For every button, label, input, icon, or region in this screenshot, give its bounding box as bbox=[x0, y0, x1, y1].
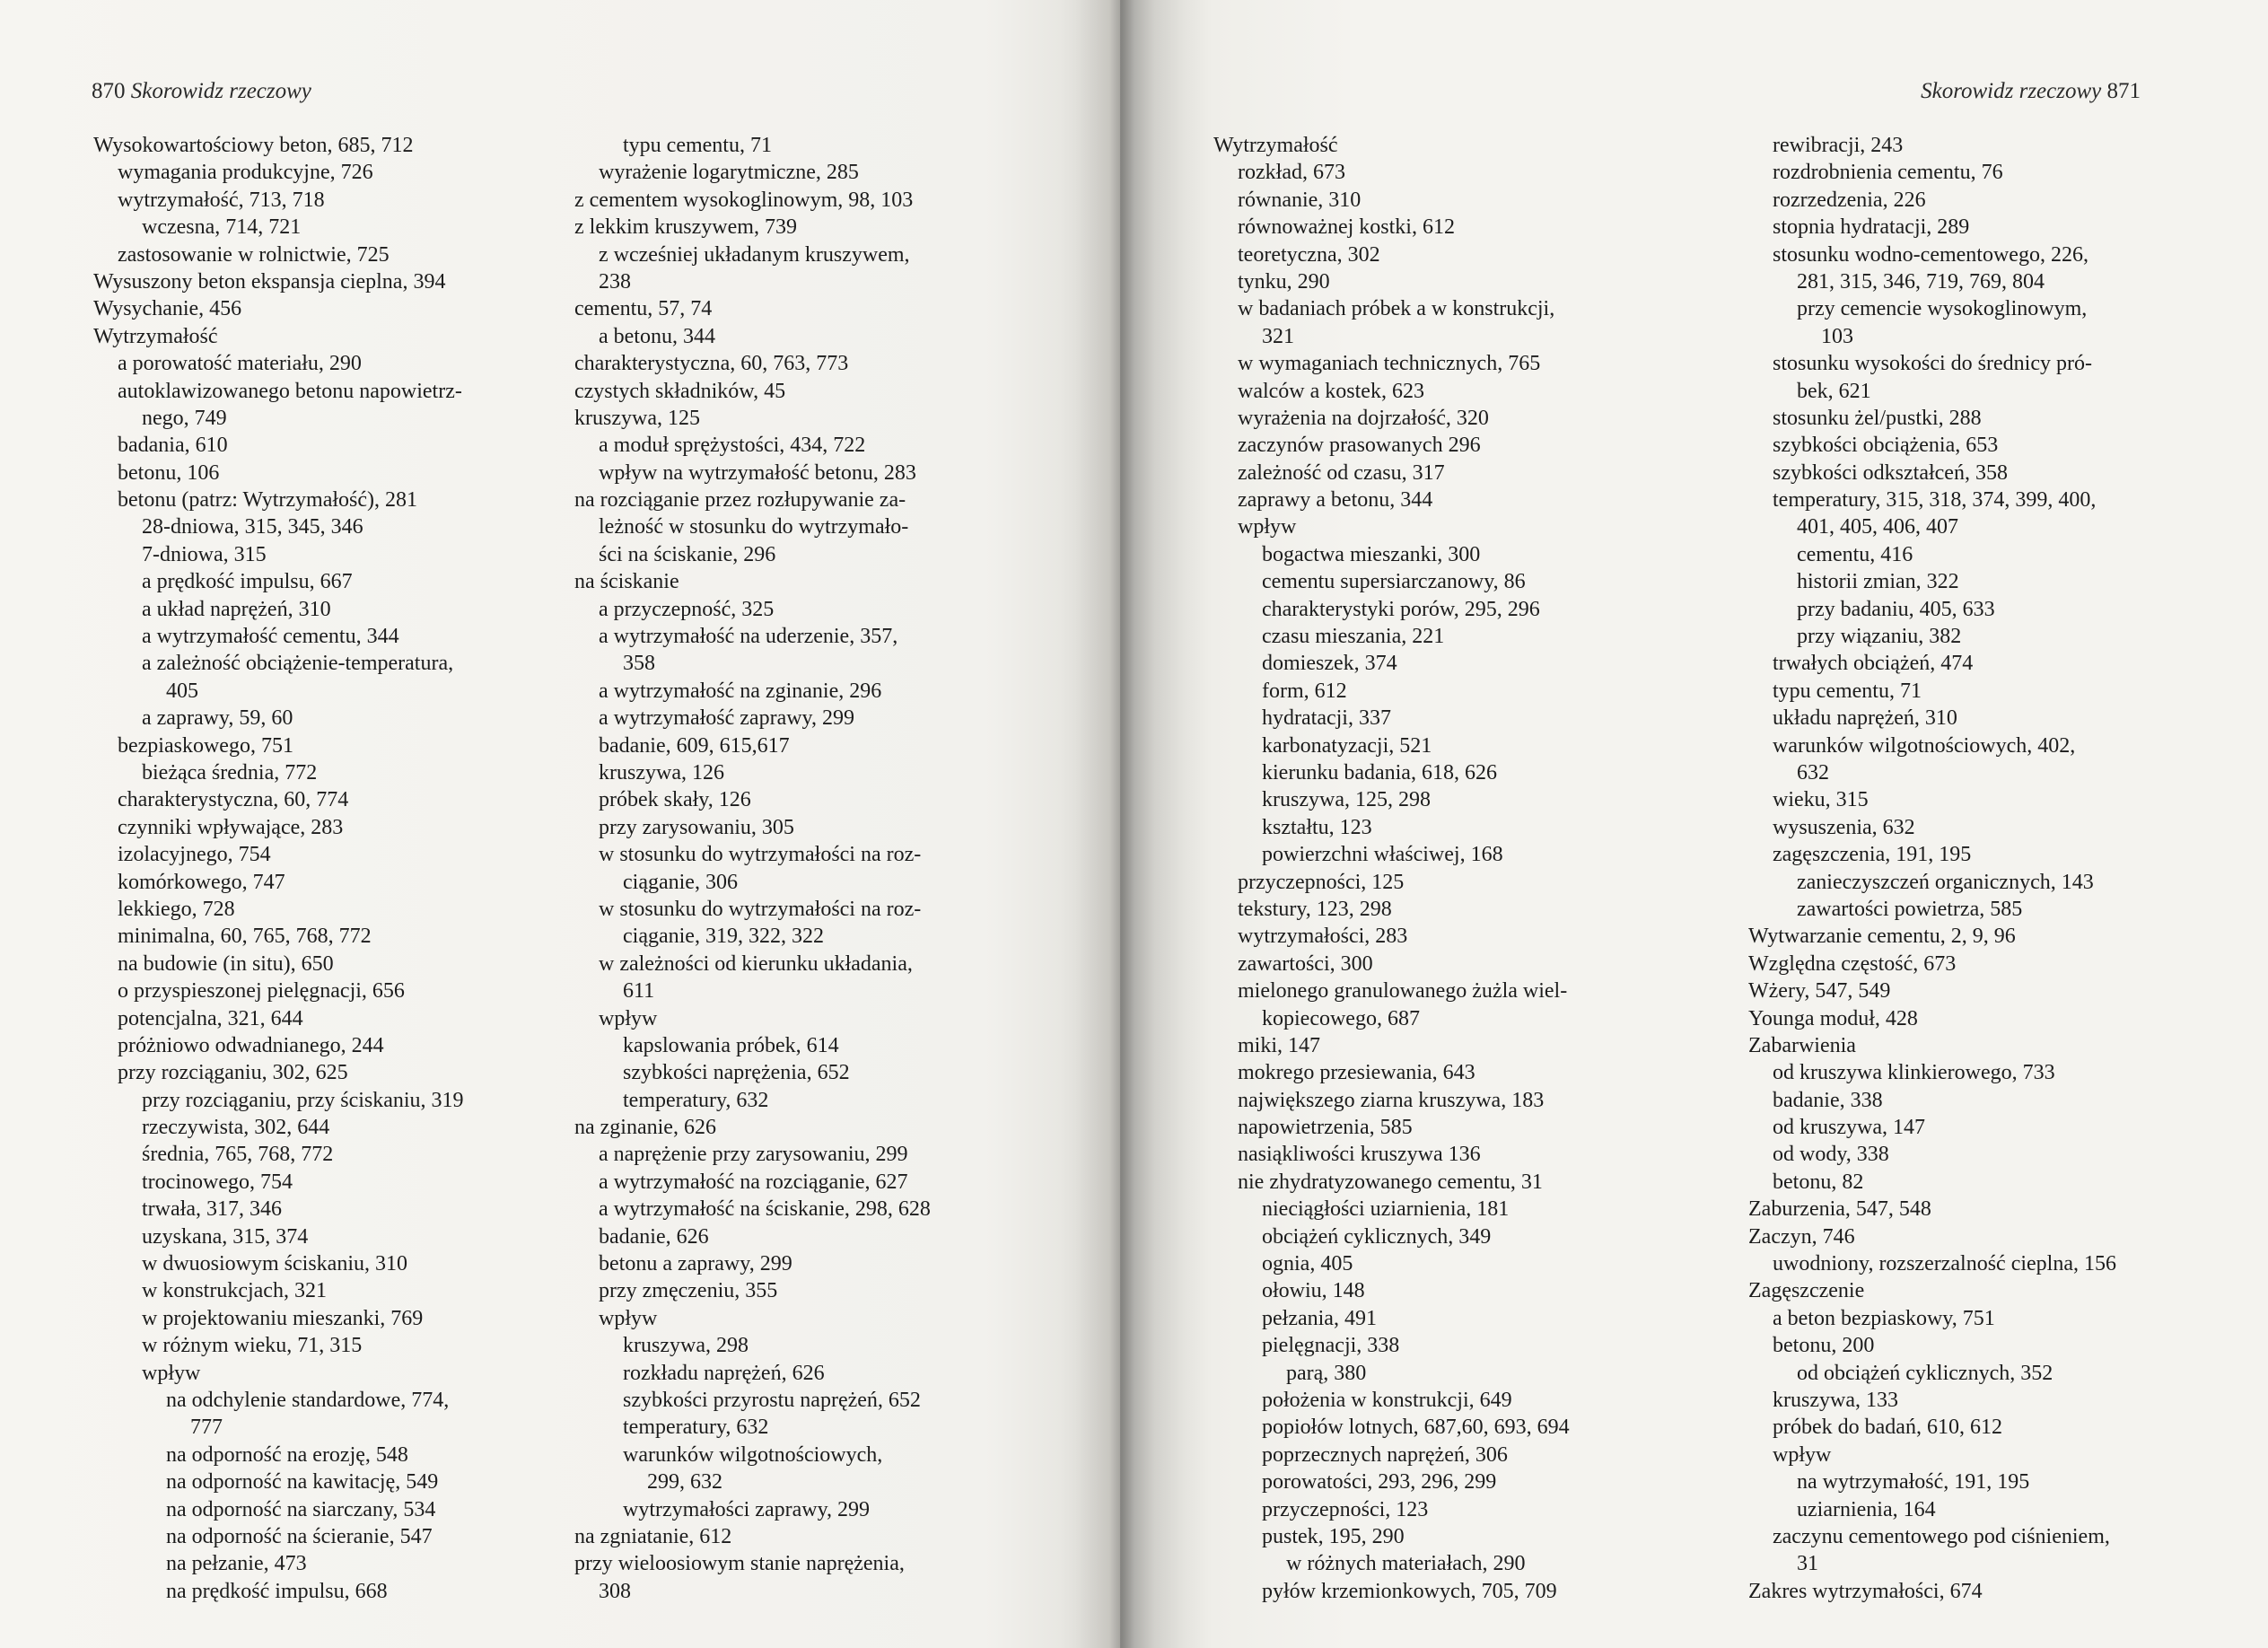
index-entry: trwałych obciążeń, 474 bbox=[1773, 652, 1974, 676]
index-entry: 777 bbox=[190, 1416, 223, 1440]
index-entry: izolacyjnego, 754 bbox=[118, 843, 271, 867]
index-entry: uziarnienia, 164 bbox=[1797, 1497, 1936, 1521]
index-entry: układu naprężeń, 310 bbox=[1773, 706, 1957, 731]
index-entry: próżniowo odwadnianego, 244 bbox=[118, 1033, 384, 1057]
index-entry: na pełzanie, 473 bbox=[166, 1552, 307, 1576]
index-entry: cementu, 416 bbox=[1797, 542, 1913, 566]
index-entry: cementu supersiarczanowy, 86 bbox=[1262, 570, 1526, 594]
index-entry: form, 612 bbox=[1262, 679, 1347, 703]
index-entry: przyczepności, 125 bbox=[1238, 870, 1405, 894]
index-entry: przy rozciąganiu, przy ściskaniu, 319 bbox=[142, 1088, 464, 1112]
index-entry: kruszywa, 298 bbox=[623, 1334, 749, 1358]
index-entry: przy wieloosiowym stanie naprężenia, bbox=[574, 1552, 905, 1576]
right-page-header bbox=[1921, 79, 2141, 104]
index-entry: pustek, 195, 290 bbox=[1262, 1524, 1405, 1548]
index-column-4 bbox=[1748, 132, 2116, 1605]
index-entry: a beton bezpiaskowy, 751 bbox=[1773, 1306, 1995, 1330]
right-page-number: 871 bbox=[2106, 79, 2141, 103]
index-entry: Wysuszony beton ekspansja cieplna, 394 bbox=[93, 269, 446, 294]
index-entry: kruszywa, 126 bbox=[599, 760, 724, 785]
index-entry: na odporność na kawitację, 549 bbox=[166, 1470, 439, 1495]
index-entry: Zaczyn, 746 bbox=[1748, 1224, 1855, 1249]
index-entry: rzeczywista, 302, 644 bbox=[142, 1116, 330, 1140]
index-entry: z lekkim kruszywem, 739 bbox=[574, 215, 797, 240]
index-entry: a wytrzymałość cementu, 344 bbox=[142, 625, 399, 649]
left-page-running-title: Skorowidz rzeczowy bbox=[130, 79, 311, 103]
index-entry: temperatury, 632 bbox=[623, 1088, 769, 1112]
index-entry: uzyskana, 315, 374 bbox=[142, 1224, 309, 1249]
index-entry: a porowatość materiału, 290 bbox=[118, 352, 362, 376]
right-page-running-title: Skorowidz rzeczowy bbox=[1921, 79, 2102, 103]
index-entry: wpływ bbox=[1773, 1442, 1832, 1467]
index-entry: wymagania produkcyjne, 726 bbox=[118, 161, 373, 185]
index-entry: równanie, 310 bbox=[1238, 188, 1362, 212]
index-entry: w dwuosiowym ściskaniu, 310 bbox=[142, 1252, 407, 1276]
index-entry: 358 bbox=[623, 652, 655, 676]
index-entry: nie zhydratyzowanego cementu, 31 bbox=[1238, 1170, 1543, 1194]
index-entry: czynniki wpływające, 283 bbox=[118, 815, 344, 839]
index-entry: kształtu, 123 bbox=[1262, 815, 1372, 839]
index-entry: zaczynu cementowego pod ciśnieniem, bbox=[1773, 1524, 2110, 1548]
index-entry: bezpiaskowego, 751 bbox=[118, 733, 293, 758]
index-entry: zawartości powietrza, 585 bbox=[1797, 897, 2023, 921]
index-entry: rewibracji, 243 bbox=[1773, 134, 1904, 157]
index-entry: warunków wilgotnościowych, bbox=[623, 1442, 883, 1467]
index-entry: zagęszczenia, 191, 195 bbox=[1773, 843, 1972, 867]
index-entry: badanie, 338 bbox=[1773, 1088, 1883, 1112]
index-entry: przy wiązaniu, 382 bbox=[1797, 625, 1962, 649]
index-entry: czystych składników, 45 bbox=[574, 379, 786, 403]
index-entry: na odchylenie standardowe, 774, bbox=[166, 1388, 450, 1412]
index-entry: Zabarwienia bbox=[1748, 1033, 1856, 1057]
index-entry: zanieczyszczeń organicznych, 143 bbox=[1797, 870, 2094, 894]
index-entry: Wysychanie, 456 bbox=[93, 297, 242, 321]
index-entry: szybkości obciążenia, 653 bbox=[1773, 434, 1999, 458]
index-entry: wyrażenia na dojrzałość, 320 bbox=[1238, 406, 1489, 430]
index-entry: rozkład, 673 bbox=[1238, 161, 1345, 185]
index-entry: średnia, 765, 768, 772 bbox=[142, 1143, 334, 1167]
index-entry: wpływ bbox=[599, 1306, 658, 1330]
index-entry: w różnych materiałach, 290 bbox=[1286, 1552, 1526, 1576]
index-entry: ognia, 405 bbox=[1262, 1252, 1353, 1276]
index-entry: 299, 632 bbox=[647, 1470, 722, 1495]
index-entry: zależność od czasu, 317 bbox=[1238, 460, 1445, 485]
left-page bbox=[0, 0, 1120, 1648]
index-entry: wpływ bbox=[142, 1361, 201, 1385]
index-entry: w stosunku do wytrzymałości na roz- bbox=[599, 897, 922, 921]
index-entry: wysuszenia, 632 bbox=[1773, 815, 1915, 839]
index-entry: wpływ bbox=[1238, 515, 1297, 539]
index-entry: 321 bbox=[1262, 324, 1294, 348]
index-entry: przy zmęczeniu, 355 bbox=[599, 1279, 778, 1303]
index-entry: zaprawy a betonu, 344 bbox=[1238, 488, 1433, 513]
index-entry: rozrzedzenia, 226 bbox=[1773, 188, 1926, 212]
index-entry: na wytrzymałość, 191, 195 bbox=[1797, 1470, 2030, 1495]
index-column-1 bbox=[93, 132, 464, 1605]
index-entry: hydratacji, 337 bbox=[1262, 706, 1391, 731]
index-entry: betonu, 82 bbox=[1773, 1170, 1864, 1194]
index-entry: rozkładu naprężeń, 626 bbox=[623, 1361, 825, 1385]
index-entry: tekstury, 123, 298 bbox=[1238, 897, 1392, 921]
index-entry: przy zarysowaniu, 305 bbox=[599, 815, 794, 839]
index-entry: równoważnej kostki, 612 bbox=[1238, 215, 1455, 240]
index-entry: poprzecznych naprężeń, 306 bbox=[1262, 1442, 1508, 1467]
index-entry: a naprężenie przy zarysowaniu, 299 bbox=[599, 1143, 908, 1167]
index-entry: 28-dniowa, 315, 345, 346 bbox=[142, 515, 363, 539]
index-entry: Younga moduł, 428 bbox=[1748, 1006, 1918, 1030]
index-entry: szybkości odkształceń, 358 bbox=[1773, 460, 2008, 485]
index-entry: potencjalna, 321, 644 bbox=[118, 1006, 303, 1030]
index-entry: a wytrzymałość na ściskanie, 298, 628 bbox=[599, 1197, 931, 1222]
index-entry: na budowie (in situ), 650 bbox=[118, 951, 334, 976]
index-entry: trocinowego, 754 bbox=[142, 1170, 293, 1194]
index-entry: przyczepności, 123 bbox=[1262, 1497, 1429, 1521]
index-entry: a wytrzymałość na rozciąganie, 627 bbox=[599, 1170, 908, 1194]
index-entry: wytrzymałości, 283 bbox=[1238, 925, 1408, 949]
index-entry: ciąganie, 319, 322, 322 bbox=[623, 925, 824, 949]
index-entry: szybkości przyrostu naprężeń, 652 bbox=[623, 1388, 921, 1412]
index-entry: od kruszywa, 147 bbox=[1773, 1116, 1925, 1140]
index-entry: w zależności od kierunku układania, bbox=[599, 951, 913, 976]
index-entry: napowietrzenia, 585 bbox=[1238, 1116, 1413, 1140]
index-entry: kruszywa, 125 bbox=[574, 406, 700, 430]
index-entry: nasiąkliwości kruszywa 136 bbox=[1238, 1143, 1481, 1167]
index-entry: od wody, 338 bbox=[1773, 1143, 1889, 1167]
index-entry: Wytrzymałość bbox=[93, 324, 218, 348]
index-entry: na odporność na erozję, 548 bbox=[166, 1442, 408, 1467]
index-entry: betonu a zaprawy, 299 bbox=[599, 1252, 792, 1276]
index-entry: powierzchni właściwej, 168 bbox=[1262, 843, 1503, 867]
index-entry: bogactwa mieszanki, 300 bbox=[1262, 542, 1481, 566]
index-entry: czasu mieszania, 221 bbox=[1262, 625, 1445, 649]
index-entry: autoklawizowanego betonu napowietrz- bbox=[118, 379, 462, 403]
index-entry: 308 bbox=[599, 1579, 631, 1603]
index-entry: porowatości, 293, 296, 299 bbox=[1262, 1470, 1497, 1495]
left-page-number: 870 bbox=[92, 79, 126, 103]
index-entry: pyłów krzemionkowych, 705, 709 bbox=[1262, 1579, 1557, 1603]
index-entry: komórkowego, 747 bbox=[118, 870, 285, 894]
index-entry: próbek skały, 126 bbox=[599, 788, 751, 812]
index-entry: a przyczepność, 325 bbox=[599, 597, 775, 621]
index-entry: trwała, 317, 346 bbox=[142, 1197, 282, 1222]
index-entry: 405 bbox=[166, 679, 198, 703]
index-entry: 238 bbox=[599, 269, 631, 294]
index-entry: przy cemencie wysokoglinowym, bbox=[1797, 297, 2088, 321]
index-entry: na ściskanie bbox=[574, 570, 679, 594]
index-entry: na zgniatanie, 612 bbox=[574, 1524, 732, 1548]
index-entry: stosunku żel/pustki, 288 bbox=[1773, 406, 1982, 430]
index-entry: tynku, 290 bbox=[1238, 269, 1330, 294]
index-entry: badanie, 626 bbox=[599, 1224, 709, 1249]
index-entry: a zaprawy, 59, 60 bbox=[142, 706, 293, 731]
index-entry: a betonu, 344 bbox=[599, 324, 715, 348]
index-entry: betonu, 200 bbox=[1773, 1334, 1875, 1358]
index-entry: na odporność na ścieranie, 547 bbox=[166, 1524, 433, 1548]
index-entry: mielonego granulowanego żużla wiel- bbox=[1238, 979, 1568, 1004]
index-entry: wytrzymałości zaprawy, 299 bbox=[623, 1497, 871, 1521]
index-entry: wyrażenie logarytmiczne, 285 bbox=[599, 161, 859, 185]
index-entry: nego, 749 bbox=[142, 406, 227, 430]
index-entry: kapslowania próbek, 614 bbox=[623, 1033, 839, 1057]
index-entry: teoretyczna, 302 bbox=[1238, 242, 1380, 267]
index-entry: stosunku wodno-cementowego, 226, bbox=[1773, 242, 2088, 267]
index-entry: mokrego przesiewania, 643 bbox=[1238, 1061, 1476, 1085]
index-entry: wczesna, 714, 721 bbox=[142, 215, 302, 240]
index-entry: szybkości naprężenia, 652 bbox=[623, 1061, 850, 1085]
index-entry: wieku, 315 bbox=[1773, 788, 1869, 812]
index-entry: 281, 315, 346, 719, 769, 804 bbox=[1797, 269, 2045, 294]
index-entry: 31 bbox=[1797, 1552, 1818, 1576]
index-entry: Wysokowartościowy beton, 685, 712 bbox=[93, 134, 414, 157]
index-entry: walców a kostek, 623 bbox=[1238, 379, 1424, 403]
index-entry: charakterystyki porów, 295, 296 bbox=[1262, 597, 1540, 621]
index-entry: betonu, 106 bbox=[118, 460, 220, 485]
index-entry: zastosowanie w rolnictwie, 725 bbox=[118, 242, 390, 267]
index-entry: wytrzymałość, 713, 718 bbox=[118, 188, 325, 212]
index-entry: a moduł sprężystości, 434, 722 bbox=[599, 434, 866, 458]
index-entry: na odporność na siarczany, 534 bbox=[166, 1497, 436, 1521]
index-entry: a prędkość impulsu, 667 bbox=[142, 570, 353, 594]
index-entry: ści na ściskanie, 296 bbox=[599, 542, 776, 566]
index-entry: ołowiu, 148 bbox=[1262, 1279, 1365, 1303]
index-entry: badania, 610 bbox=[118, 434, 228, 458]
index-entry: betonu (patrz: Wytrzymałość), 281 bbox=[118, 488, 418, 513]
index-entry: wpływ bbox=[599, 1006, 658, 1030]
index-entry: o przyspieszonej pielęgnacji, 656 bbox=[118, 979, 405, 1004]
index-entry: Zakres wytrzymałości, 674 bbox=[1748, 1579, 1983, 1603]
index-entry: położenia w konstrukcji, 649 bbox=[1262, 1388, 1512, 1412]
index-entry: 401, 405, 406, 407 bbox=[1797, 515, 1958, 539]
index-entry: kruszywa, 133 bbox=[1773, 1388, 1898, 1412]
index-entry: z cementem wysokoglinowym, 98, 103 bbox=[574, 188, 914, 212]
index-entry: lekkiego, 728 bbox=[118, 897, 235, 921]
index-column-2 bbox=[574, 132, 931, 1605]
index-entry: miki, 147 bbox=[1238, 1033, 1321, 1057]
index-entry: kierunku badania, 618, 626 bbox=[1262, 760, 1497, 785]
index-entry: karbonatyzacji, 521 bbox=[1262, 733, 1432, 758]
index-entry: a wytrzymałość na uderzenie, 357, bbox=[599, 625, 898, 649]
index-entry: ciąganie, 306 bbox=[623, 870, 738, 894]
index-entry: a zależność obciążenie-temperatura, bbox=[142, 652, 454, 676]
index-entry: charakterystyczna, 60, 763, 773 bbox=[574, 352, 849, 376]
index-entry: stosunku wysokości do średnicy pró- bbox=[1773, 352, 2092, 376]
index-entry: zawartości, 300 bbox=[1238, 951, 1373, 976]
index-entry: typu cementu, 71 bbox=[1773, 679, 1922, 703]
index-entry: Względna częstość, 673 bbox=[1748, 951, 1957, 976]
index-entry: kopiecowego, 687 bbox=[1262, 1006, 1420, 1030]
index-entry: Wytwarzanie cementu, 2, 9, 96 bbox=[1748, 925, 2016, 949]
index-entry: z wcześniej układanym kruszywem, bbox=[599, 242, 910, 267]
index-entry: pełzania, 491 bbox=[1262, 1306, 1377, 1330]
left-page-header bbox=[92, 79, 311, 104]
index-entry: kruszywa, 125, 298 bbox=[1262, 788, 1431, 812]
index-entry: temperatury, 315, 318, 374, 399, 400, bbox=[1773, 488, 2097, 513]
index-entry: na zginanie, 626 bbox=[574, 1116, 716, 1140]
index-entry: domieszek, 374 bbox=[1262, 652, 1397, 676]
index-entry: warunków wilgotnościowych, 402, bbox=[1773, 733, 2076, 758]
index-entry: a wytrzymałość na zginanie, 296 bbox=[599, 679, 882, 703]
index-entry: w różnym wieku, 71, 315 bbox=[142, 1334, 363, 1358]
index-entry: temperatury, 632 bbox=[623, 1416, 769, 1440]
index-entry: próbek do badań, 610, 612 bbox=[1773, 1416, 2002, 1440]
index-entry: w badaniach próbek a w konstrukcji, bbox=[1238, 297, 1555, 321]
index-entry: nieciągłości uziarnienia, 181 bbox=[1262, 1197, 1510, 1222]
index-entry: rozdrobnienia cementu, 76 bbox=[1773, 161, 2003, 185]
index-entry: przy rozciąganiu, 302, 625 bbox=[118, 1061, 348, 1085]
index-entry: Wytrzymałość bbox=[1213, 134, 1338, 157]
index-entry: cementu, 57, 74 bbox=[574, 297, 713, 321]
index-entry: obciążeń cyklicznych, 349 bbox=[1262, 1224, 1492, 1249]
index-entry: w konstrukcjach, 321 bbox=[142, 1279, 327, 1303]
index-entry: minimalna, 60, 765, 768, 772 bbox=[118, 925, 372, 949]
index-entry: w projektowaniu mieszanki, 769 bbox=[142, 1306, 424, 1330]
index-entry: w wymaganiach technicznych, 765 bbox=[1238, 352, 1541, 376]
index-entry: uwodniony, rozszerzalność cieplna, 156 bbox=[1773, 1252, 2116, 1276]
index-entry: charakterystyczna, 60, 774 bbox=[118, 788, 349, 812]
index-entry: leżność w stosunku do wytrzymało- bbox=[599, 515, 909, 539]
index-entry: popiołów lotnych, 687,60, 693, 694 bbox=[1262, 1416, 1570, 1440]
index-entry: Zagęszczenie bbox=[1748, 1279, 1865, 1303]
index-entry: od kruszywa klinkierowego, 733 bbox=[1773, 1061, 2055, 1085]
index-entry: Wżery, 547, 549 bbox=[1748, 979, 1891, 1004]
index-entry: bieżąca średnia, 772 bbox=[142, 760, 318, 785]
index-entry: wpływ na wytrzymałość betonu, 283 bbox=[599, 460, 916, 485]
index-entry: Zaburzenia, 547, 548 bbox=[1748, 1197, 1931, 1222]
index-entry: największego ziarna kruszywa, 183 bbox=[1238, 1088, 1545, 1112]
index-entry: a wytrzymałość zaprawy, 299 bbox=[599, 706, 854, 731]
index-entry: 7-dniowa, 315 bbox=[142, 542, 267, 566]
index-entry: 632 bbox=[1797, 760, 1829, 785]
index-entry: od obciążeń cyklicznych, 352 bbox=[1797, 1361, 2053, 1385]
index-entry: przy badaniu, 405, 633 bbox=[1797, 597, 1995, 621]
index-entry: badanie, 609, 615,617 bbox=[599, 733, 790, 758]
index-entry: pielęgnacji, 338 bbox=[1262, 1334, 1400, 1358]
index-column-3 bbox=[1213, 132, 1570, 1605]
index-entry: zaczynów prasowanych 296 bbox=[1238, 434, 1481, 458]
index-entry: na rozciąganie przez rozłupywanie za- bbox=[574, 488, 906, 513]
index-entry: typu cementu, 71 bbox=[623, 134, 772, 157]
index-entry: historii zmian, 322 bbox=[1797, 570, 1959, 594]
index-entry: w stosunku do wytrzymałości na roz- bbox=[599, 843, 922, 867]
index-entry: bek, 621 bbox=[1797, 379, 1871, 403]
index-entry: 103 bbox=[1821, 324, 1853, 348]
index-entry: na prędkość impulsu, 668 bbox=[166, 1579, 388, 1603]
index-entry: a układ naprężeń, 310 bbox=[142, 597, 331, 621]
index-entry: parą, 380 bbox=[1286, 1361, 1367, 1385]
index-entry: 611 bbox=[623, 979, 655, 1004]
index-entry: stopnia hydratacji, 289 bbox=[1773, 215, 1970, 240]
